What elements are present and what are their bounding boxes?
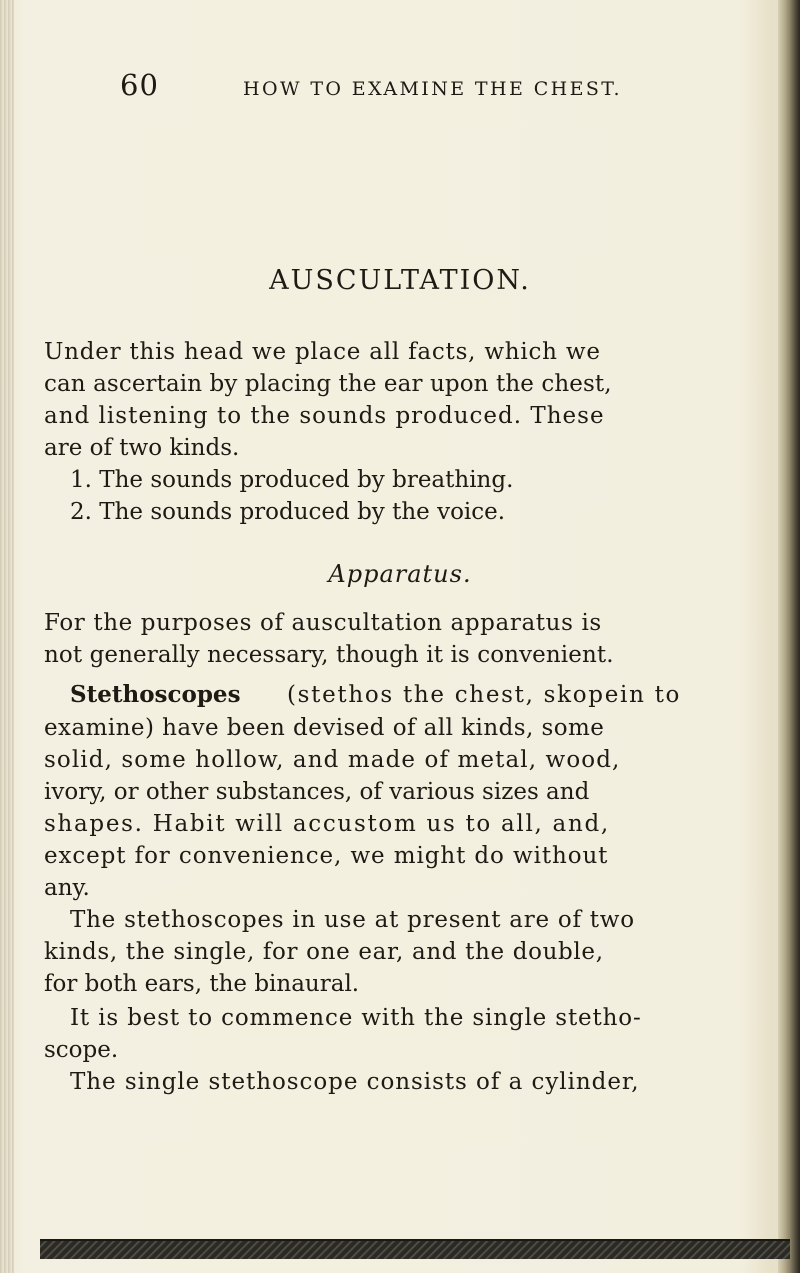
- text-line: scope.: [44, 1037, 119, 1063]
- text-line: for both ears, the binaural.: [44, 971, 360, 997]
- text-line: examine) have been devised of all kinds, some: [44, 715, 605, 741]
- text-line: For the purposes of auscultation apparatus is: [44, 610, 602, 636]
- text-line: and listening to the sounds produced. These: [44, 403, 605, 429]
- page-fore-edge: [778, 0, 800, 1273]
- text-line: It is best to commence with the single stetho-: [70, 1005, 642, 1031]
- text-line: shapes. Habit will accustom us to all, and,: [44, 811, 610, 837]
- text-line: are of two kinds.: [44, 435, 240, 461]
- text-line: [70, 680, 241, 710]
- page-gutter-edge: [0, 0, 14, 1273]
- text-line: not generally necessary, though it is convenient.: [44, 642, 614, 668]
- page-bottom-edge: [40, 1239, 790, 1259]
- text-line: can ascertain by placing the ear upon the chest,: [44, 371, 612, 397]
- list-item: 2. The sounds produced by the voice.: [70, 499, 506, 525]
- text-line: Under this head we place all facts, which we: [44, 339, 601, 365]
- text-line: except for convenience, we might do without: [44, 843, 609, 869]
- text-line: solid, some hollow, and made of metal, wood,: [44, 747, 621, 773]
- page-number: 60: [120, 68, 159, 102]
- text-line: The stethoscopes in use at present are of two: [70, 907, 635, 933]
- running-head: HOW TO EXAMINE THE CHEST.: [243, 78, 623, 100]
- stethoscopes-term: Stethoscopes: [70, 681, 241, 708]
- page-header: [0, 68, 800, 108]
- text-line: (stethos the chest, skopein to: [287, 682, 682, 708]
- section-title: AUSCULTATION.: [269, 265, 531, 296]
- text-line: kinds, the single, for one ear, and the double,: [44, 939, 604, 965]
- list-item: 1. The sounds produced by breathing.: [70, 467, 514, 493]
- text-line: The single stethoscope consists of a cylinder,: [70, 1069, 640, 1095]
- text-line: ivory, or other substances, of various sizes and: [44, 779, 590, 805]
- subsection-title: Apparatus.: [328, 560, 472, 588]
- text-line: any.: [44, 875, 90, 901]
